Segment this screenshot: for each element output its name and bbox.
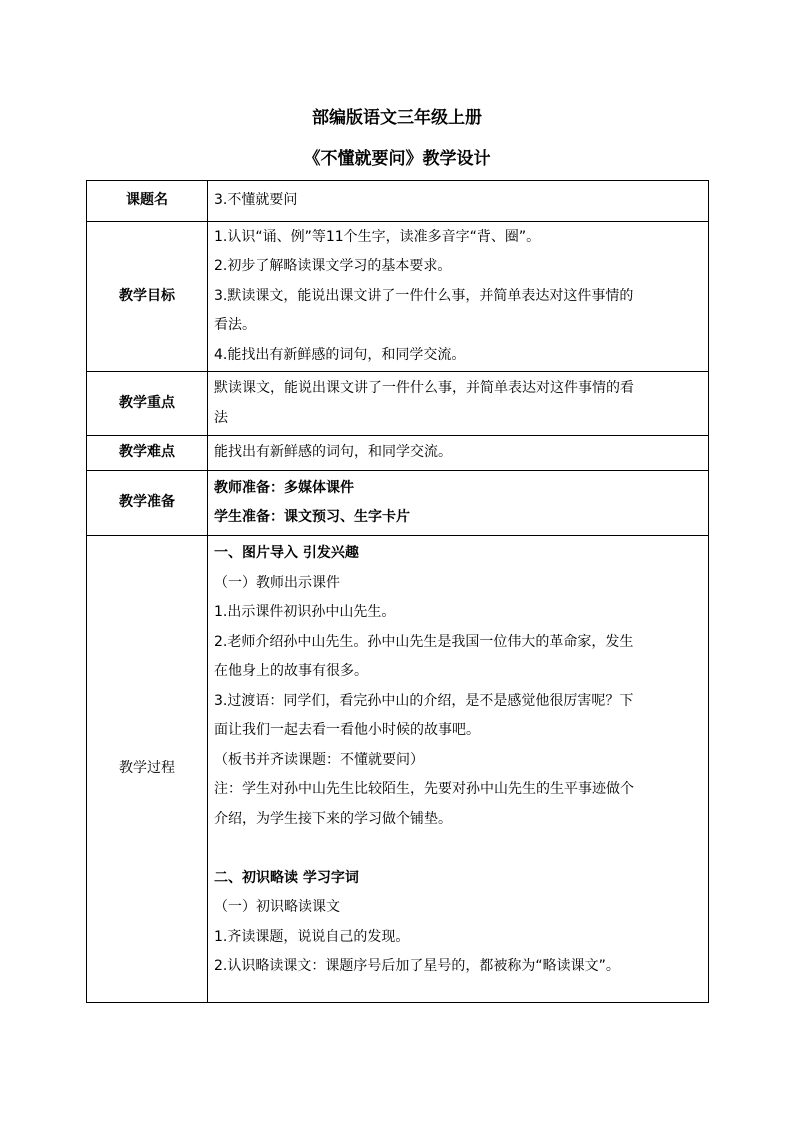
process-line: 2.老师介绍孙中山先生。孙中山先生是我国一位伟大的革命家，发生 — [214, 633, 634, 650]
topic-value: 3.不懂就要问 — [208, 181, 709, 222]
row-difficulties — [87, 436, 709, 471]
process-line: （一）初识略读课文 — [214, 899, 340, 915]
process-content — [208, 536, 709, 1003]
process-line: （一）教师出示课件 — [214, 574, 340, 591]
difficulties-label: 教学难点 — [87, 436, 208, 471]
process-line: 1.齐读课题，说说自己的发现。 — [214, 928, 410, 945]
process-line: 介绍，为学生接下来的学习做个铺垫。 — [214, 810, 452, 827]
goal-item: 1.认识“诵、例”等11个生字，读准多音字“背、圈”。 — [214, 228, 541, 245]
goals-label: 教学目标 — [87, 222, 208, 372]
student-preparation: 学生准备：课文预习、生字卡片 — [214, 509, 410, 525]
section-heading: 二、初识略读 学习字词 — [214, 869, 359, 886]
process-line: 注：学生对孙中山先生比较陌生，先要对孙中山先生的生平事迹做个 — [214, 781, 634, 797]
goal-item: 看法。 — [214, 317, 256, 334]
preparation-content — [208, 471, 709, 536]
document-subtitle: 《不懂就要问》教学设计 — [303, 149, 491, 169]
document-title: 部编版语文三年级上册 — [312, 108, 482, 128]
topic-label: 课题名 — [87, 181, 208, 222]
key-points-label: 教学重点 — [87, 372, 208, 436]
difficulties-value: 能找出有新鲜感的词句，和同学交流。 — [208, 436, 709, 471]
process-line: 3.过渡语：同学们，看完孙中山的介绍，是不是感觉他很厉害呢？下 — [214, 692, 634, 709]
row-process — [87, 536, 709, 1003]
goal-item: 2.初步了解略读课文学习的基本要求。 — [214, 258, 452, 275]
lesson-plan-table — [86, 180, 709, 1003]
blank-line — [214, 834, 702, 864]
goals-content — [208, 222, 709, 372]
process-line: 在他身上的故事有很多。 — [214, 663, 368, 679]
process-line: 2.认识略读课文：课题序号后加了星号的，都被称为“略读课文”。 — [214, 958, 620, 974]
goal-item: 4.能找出有新鲜感的词句，和同学交流。 — [214, 346, 466, 363]
teacher-preparation: 教师准备：多媒体课件 — [214, 479, 354, 496]
row-key-points — [87, 372, 709, 436]
process-line: 面让我们一起去看一看他小时候的故事吧。 — [214, 722, 480, 738]
row-topic — [87, 181, 709, 222]
goal-item: 3.默读课文，能说出课文讲了一件什么事，并简单表达对这件事情的 — [214, 287, 634, 304]
key-points-content — [208, 372, 709, 436]
process-label: 教学过程 — [87, 536, 208, 1003]
process-line: （板书并齐读课题：不懂就要问） — [214, 751, 424, 768]
preparation-label: 教学准备 — [87, 471, 208, 536]
key-point-line: 默读课文，能说出课文讲了一件什么事，并简单表达对这件事情的看 — [214, 380, 634, 396]
process-line: 1.出示课件初识孙中山先生。 — [214, 604, 396, 620]
row-goals — [87, 222, 709, 372]
key-point-line: 法 — [214, 409, 228, 426]
row-preparation — [87, 471, 709, 536]
section-heading: 一、图片导入 引发兴趣 — [214, 545, 359, 561]
